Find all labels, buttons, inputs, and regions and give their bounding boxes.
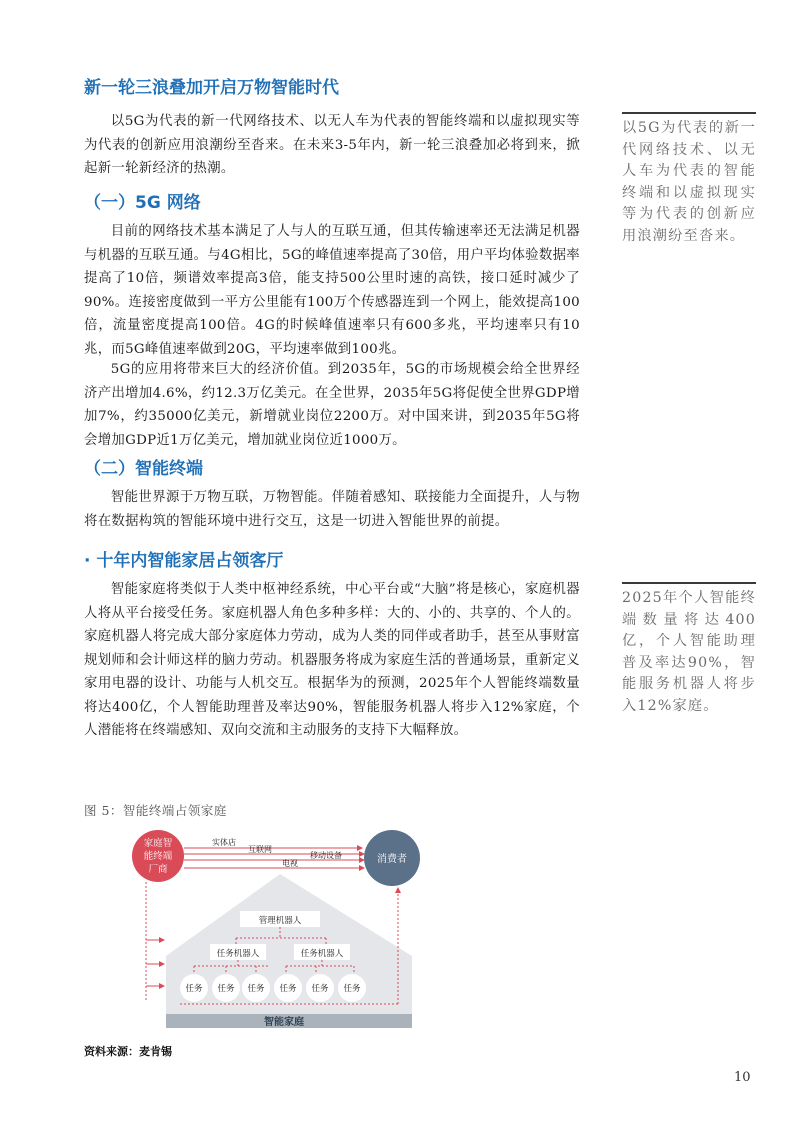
- sidebar-quote-1: 以5G为代表的新一代网络技术、以无人车为代表的智能终端和以虚拟现实等为代表的创新应用浪潮纷至沓来。: [622, 120, 756, 244]
- task-label-5: 任务: [311, 984, 329, 994]
- section1-paragraph-1: 目前的网络技术基本满足了人与人的互联互通，但其传输速率还无法满足机器与机器的互联互通。与4G相比，5G的峰值速率提高了30倍，用户平均体验数据率提高了10倍，频谱效率提高3倍，能支持500公里时速的高铁，接口延时减少了90%。连接密度做到一平方公里能有100万个传感器连到一个网上，能效提高100倍，流量密度提高100倍。4G的时候峰值速率只有600多兆，平均速率只有10兆，而5G峰值速率做到20G，平均速率做到100兆。: [84, 224, 580, 357]
- channel-label-tv: 电视: [282, 859, 298, 868]
- sidebar-quote-2: 2025年个人智能终端数量将达400亿，个人智能助理普及率达90%，智能服务机器人将步入12%家庭。: [622, 590, 756, 714]
- section-heading-smart-terminal: （二）智能终端: [84, 459, 203, 479]
- vendor-label-line1: 家庭智: [143, 838, 173, 849]
- channel-label-store: 实体店: [212, 838, 236, 847]
- figure-caption: 图 5：智能终端占领家庭: [84, 803, 227, 818]
- vendor-label-line2: 能终端: [143, 851, 173, 862]
- channel-label-mobile: 移动设备: [310, 851, 342, 860]
- channel-label-internet: 互联网: [248, 845, 272, 854]
- task-label-2: 任务: [217, 984, 235, 994]
- manager-robot-label: 管理机器人: [258, 916, 302, 926]
- task-label-6: 任务: [343, 984, 361, 994]
- subheading-smart-home: · 十年内智能家居占领客厅: [84, 551, 284, 571]
- task-label-4: 任务: [279, 984, 297, 994]
- home-label: 智能家庭: [264, 1017, 304, 1028]
- page-number: 10: [734, 1070, 751, 1085]
- consumer-label: 消费者: [377, 854, 407, 865]
- section-heading-5g: （一）5G 网络: [84, 193, 201, 213]
- task-label-3: 任务: [247, 984, 265, 994]
- task-label-1: 任务: [185, 984, 203, 994]
- task-robot-label-2: 任务机器人: [300, 949, 344, 959]
- page-title: 新一轮三浪叠加开启万物智能时代: [84, 78, 339, 98]
- vendor-label-line3: 厂商: [148, 864, 168, 875]
- section2-paragraph-1: 智能世界源于万物互联，万物智能。伴随着感知、联接能力全面提升，人与物将在数据构筑的智能环境中进行交互，这是一切进入智能世界的前提。: [84, 490, 580, 529]
- smart-home-diagram: [120, 826, 440, 1036]
- task-robot-label-1: 任务机器人: [216, 949, 260, 959]
- source-note: 资料来源：麦肯锡: [84, 1045, 172, 1058]
- section2-paragraph-2: 智能家庭将类似于人类中枢神经系统，中心平台或“大脑”将是核心，家庭机器人将从平台接受任务。家庭机器人角色多种多样：大的、小的、共享的、个人的。家庭机器人将完成大部分家庭体力劳动，成为人类的同伴或者助手，甚至从事财富规划师和会计师这样的脑力劳动。机器服务将成为家庭生活的普通场景，重新定义家用电器的设计、功能与人机交互。根据华为的预测，2025年个人智能终端数量将达400亿，个人智能助理普及率达90%，智能服务机器人将步入12%家庭，个人潜能将在终端感知、双向交流和主动服务的支持下大幅释放。: [84, 582, 580, 738]
- section1-paragraph-2: 5G的应用将带来巨大的经济价值。到2035年，5G的市场规模会给全世界经济产出增加4.6%，约12.3万亿美元。在全世界，2035年5G将促使全世界GDP增加7%，约35000亿美元，新增就业岗位2200万。对中国来讲，到2035年5G将会增加GDP近1万亿美元，增加就业岗位近1000万。: [84, 362, 580, 448]
- intro-paragraph: 以5G为代表的新一代网络技术、以无人车为代表的智能终端和以虚拟现实等为代表的创新应用浪潮纷至沓来。在未来3-5年内，新一轮三浪叠加必将到来，掀起新一轮新经济的热潮。: [84, 114, 580, 176]
